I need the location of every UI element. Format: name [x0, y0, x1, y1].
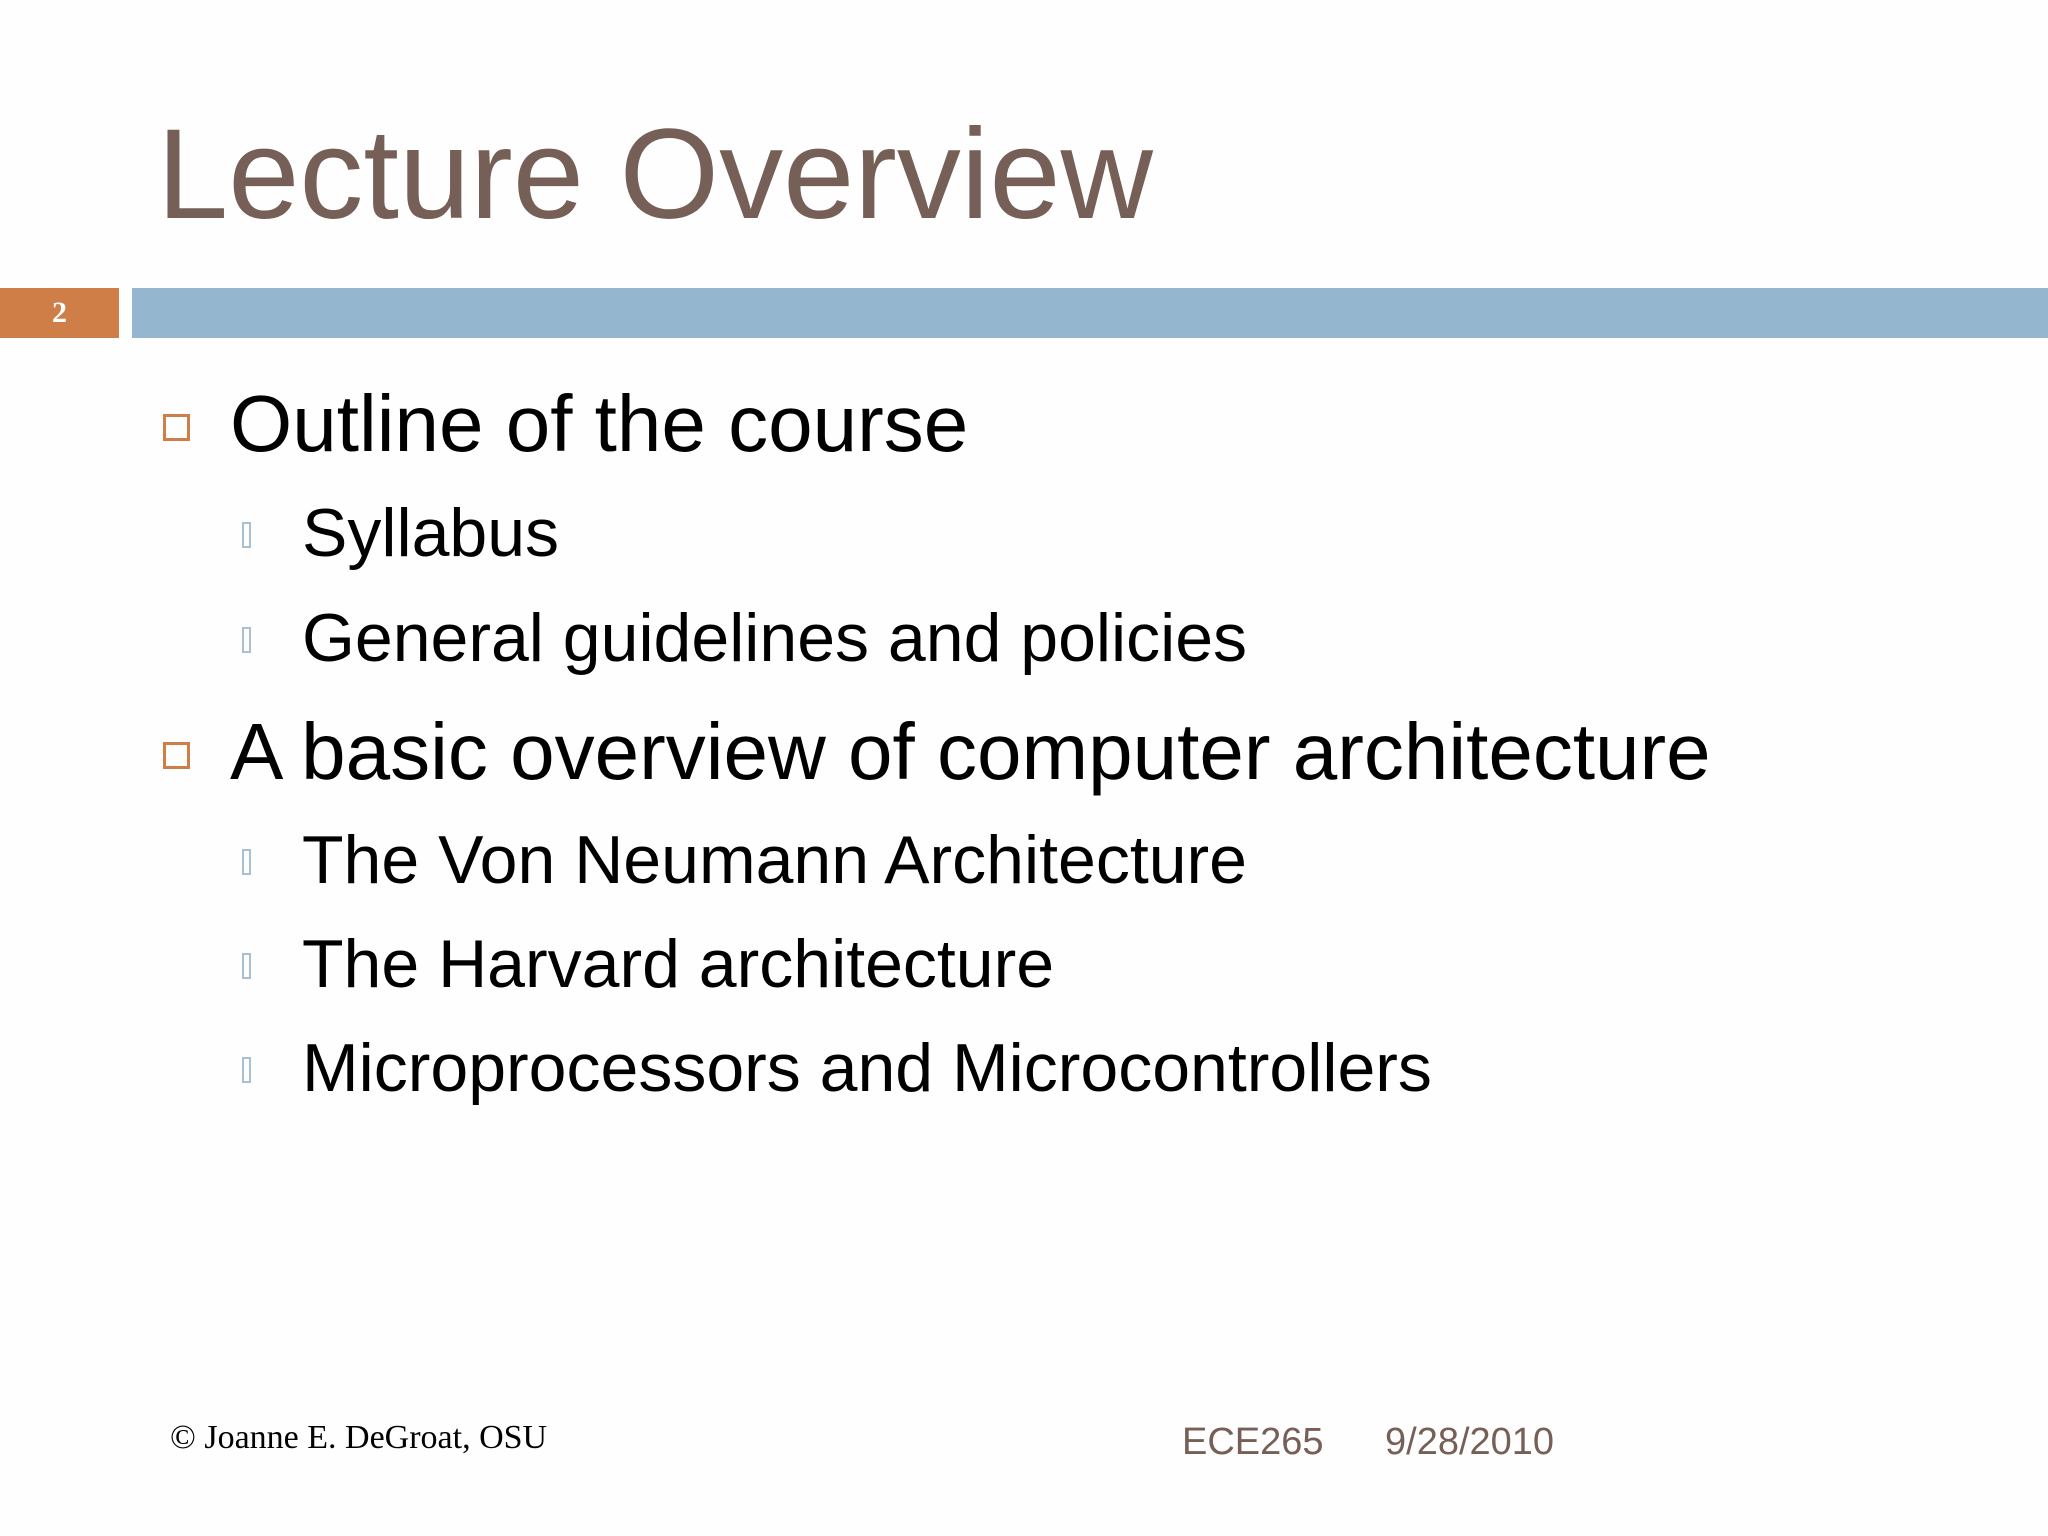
sub-bullet-text: Microprocessors and Microcontrollers	[302, 1030, 1432, 1106]
sub-bullet-text: Syllabus	[302, 495, 560, 571]
footer-course: ECE265	[1182, 1421, 1324, 1463]
square-bullet-icon	[163, 414, 190, 441]
footer-date: 9/28/2010	[1385, 1421, 1555, 1463]
sub-bullet-icon	[242, 953, 251, 979]
square-bullet-icon	[163, 742, 190, 769]
sub-bullet-text: General guidelines and policies	[302, 600, 1248, 676]
sub-bullet-text: The Von Neumann Architecture	[302, 822, 1247, 898]
sub-bullet-icon	[242, 522, 251, 548]
slide-number-badge	[0, 288, 119, 338]
sub-bullet-icon	[242, 627, 251, 653]
slide-number: 2	[52, 296, 67, 329]
bullet-text: A basic overview of computer architecture	[230, 707, 1711, 796]
sub-bullet-icon	[242, 849, 251, 875]
footer-copyright: © Joanne E. DeGroat, OSU	[170, 1419, 548, 1456]
bullet-text: Outline of the course	[230, 379, 969, 468]
title-divider-bar	[132, 288, 2048, 338]
slide-title: Lecture Overview	[157, 103, 1153, 246]
sub-bullet-text: The Harvard architecture	[302, 926, 1055, 1002]
sub-bullet-icon	[242, 1057, 251, 1083]
